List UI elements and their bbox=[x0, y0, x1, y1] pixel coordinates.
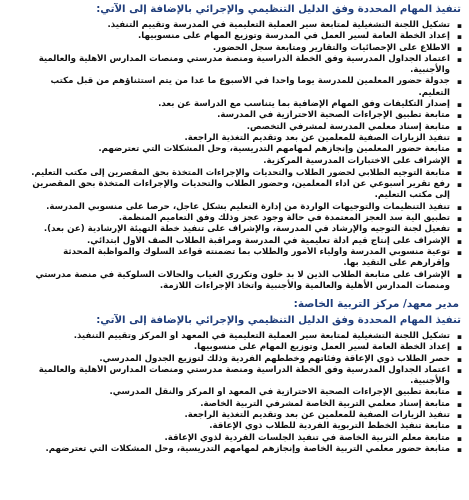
list-item-text: متابعة معلم التربية الخاصة في تنفيذ الجلسات الفردية لذوي الإعاقة. bbox=[164, 432, 450, 443]
list-item bbox=[23, 179, 463, 202]
list-item bbox=[23, 236, 463, 247]
bullet-icon: ▪ bbox=[456, 77, 462, 87]
list-item-text: الإشراف على متابعة الطلاب الذين لا بد خلون وتكرري الغياب والحالات السلوكية في منصة مدرستي ومنصات المدارس الأهلية والعالمية والأجنبية واتخاذ الإجراءات اللازمة. bbox=[35, 269, 450, 291]
list-item-text: إعداد الخطة العامة لسير العمل في المدرسة وتوزيع المهام على منسوبيها. bbox=[138, 31, 450, 42]
list-item-text: رفع تقرير أسبوعي عن أداء المعلمين، وحضور الطلاب والتحديات والإجراءات المتخذة بحق المقصرين إلى مكتب التعليم. bbox=[32, 179, 450, 201]
bullet-icon: ▪ bbox=[456, 202, 462, 212]
list-item-text: جدولة حضور المعلمين للمدرسة يوماً واحداً في الأسبوع ما عدا من يتم استثناؤهم من قبل مكتب التعليم. bbox=[50, 76, 450, 98]
list-item-text: الإشراف على إنتاج قيم أدلة تعليمية في المدرسة ومراقبة الطلاب الصف الأول ابتدائي. bbox=[86, 235, 450, 246]
bullet-icon: ▪ bbox=[456, 332, 462, 341]
list-item bbox=[23, 31, 463, 42]
bullet-icon: ▪ bbox=[456, 122, 462, 132]
list-item bbox=[23, 247, 463, 270]
list-item-text: متابعة تنفيذ الخطط التربوية الفردية للطلاب ذوي الإعاقة. bbox=[209, 421, 450, 432]
list-item-text: تشكيل اللجنة التشغيلية لمتابعة سير العملية التعليمية في المدرسة وتقييم التنفيذ. bbox=[107, 20, 450, 30]
bullet-icon: ▪ bbox=[456, 236, 462, 246]
list-item-text: اعتماد الجداول المدرسية وفق الخطة الدراسية ومنصة مدرستي ومنصات المدارس الأهلية والعالمية والأجنبية. bbox=[38, 364, 450, 387]
list-item-text: متابعة تطبيق الإجراءات الصحية الاحترازية في المدرسة. bbox=[217, 110, 450, 121]
list-item-text: الإشراف على الاختبارات المدرسية المركزية. bbox=[263, 155, 450, 166]
bullet-icon: ▪ bbox=[456, 354, 462, 364]
list-item-text: متابعة التوجيه الطلابي لحضور الطلاب والتحديات والإجراءات المتخذة بحق المقصرين إلى مكتب التعليم. bbox=[31, 166, 450, 177]
list-item-text: متابعة حضور المعلمين وإنجازهم لمهامهم التدريسية، وحل المشكلات التي تعترضهم. bbox=[98, 144, 450, 155]
bullet-icon: ▪ bbox=[456, 111, 462, 121]
list-item-text: متابعة تطبيق الإجراءات الصحية الاحترازية في المعهد أو المركز والنقل المدرسي. bbox=[109, 387, 450, 398]
list-item bbox=[23, 122, 463, 133]
list-item-text: حصر الطلاب ذوي الإعاقة وفئاتهم وخططهم الفردية وذلك لتوزيع الجدول المدرسي. bbox=[99, 353, 450, 364]
list-item-text: متابعة إسناد معلمي التربية الخاصة لمشرفي التربية الخاصة. bbox=[200, 398, 450, 409]
section-2-heading: تنفيذ المهام المحددة وفق الدليل التنظيمي والإجرائي بالإضافة إلى الآتي: bbox=[96, 315, 461, 326]
list-item-text: توعية منسوبي المدرسة وأولياء الأمور والطلاب بما تضمنته قواعد السلوك والمواظبة المحدثة وإقرارهم على التقيد بها. bbox=[63, 246, 450, 269]
list-item bbox=[23, 387, 463, 398]
list-item bbox=[23, 76, 463, 99]
list-item-text: متابعة حضور معلمي التربية الخاصة وإنجازهم لمهامهم التدريسية، وحل المشكلات التي تعترضهم. bbox=[45, 443, 450, 454]
bullet-icon: ▪ bbox=[456, 411, 462, 421]
list-item-text: الاطلاع على الإحصائيات والتقارير ومتابعة سجل الحضور. bbox=[212, 42, 450, 53]
list-item bbox=[23, 43, 463, 54]
list-item bbox=[23, 99, 463, 110]
bullet-icon: ▪ bbox=[456, 167, 462, 177]
list-item bbox=[23, 224, 463, 235]
list-item bbox=[23, 54, 463, 77]
list-item bbox=[23, 331, 463, 342]
list-item bbox=[23, 354, 463, 365]
list-item bbox=[23, 410, 463, 421]
list-item-text: تشكيل اللجنة التشغيلية لمتابعة سير العملية التعليمية في المعهد أو المركز وتقييم التنفيذ. bbox=[73, 331, 450, 341]
list-item-text: تنفيذ الزيارات الصفية للمعلمين عن بعد وتقديم التغذية الراجعة. bbox=[184, 410, 450, 421]
bullet-icon: ▪ bbox=[456, 365, 462, 375]
bullet-icon: ▪ bbox=[456, 270, 462, 280]
section-2-list bbox=[23, 331, 463, 455]
bullet-icon: ▪ bbox=[456, 433, 462, 443]
list-item bbox=[23, 270, 463, 293]
list-item bbox=[23, 156, 463, 167]
bullet-icon: ▪ bbox=[456, 43, 462, 53]
bullet-icon: ▪ bbox=[456, 214, 462, 224]
list-item bbox=[23, 133, 463, 144]
bullet-icon: ▪ bbox=[456, 21, 462, 30]
section-1-list bbox=[23, 20, 463, 292]
bullet-icon: ▪ bbox=[456, 54, 462, 64]
list-item-text: تنفيذ التنظيمات والتوجيهات الواردة من إدارة التعليم بشكل عاجل، حرصاً على منسوبي المدرسة. bbox=[46, 201, 450, 212]
bullet-icon: ▪ bbox=[456, 225, 462, 235]
list-item bbox=[23, 342, 463, 353]
bullet-icon: ▪ bbox=[456, 247, 462, 257]
list-item bbox=[23, 444, 463, 455]
bullet-icon: ▪ bbox=[456, 156, 462, 166]
list-item-text: إعداد الخطة العامة لسير العمل وتوزيع المهام على منسوبيها. bbox=[193, 342, 450, 353]
list-item bbox=[23, 399, 463, 410]
section-2-subheading: مدير معهد/ مركز التربية الخاصة: bbox=[293, 298, 459, 310]
section-1-heading: تنفيذ المهام المحددة وفق الدليل التنظيمي والإجرائي بالإضافة إلى الآتي: bbox=[96, 4, 461, 15]
list-item bbox=[23, 365, 463, 388]
bullet-icon: ▪ bbox=[456, 133, 462, 143]
list-item-text: تنفيذ الزيارات الصفية للمعلمين عن بعد وتقديم التغذية الراجعة. bbox=[184, 132, 450, 143]
bullet-icon: ▪ bbox=[456, 145, 462, 155]
list-item bbox=[23, 144, 463, 155]
bullet-icon: ▪ bbox=[456, 343, 462, 353]
list-item-text: تطبيق آلية سد العجز المعتمدة في حالة وجود عجز وذلك وفق التعاميم المنظمة. bbox=[118, 213, 450, 224]
bullet-icon: ▪ bbox=[456, 100, 462, 110]
list-item bbox=[23, 167, 463, 179]
bullet-icon: ▪ bbox=[456, 444, 462, 454]
list-item bbox=[23, 421, 463, 432]
list-item bbox=[23, 433, 463, 444]
list-item-text: اعتماد الجداول المدرسية وفق الخطة الدراسية ومنصة مدرستي ومنصات المدارس الأهلية والعالمية والأجنبية. bbox=[38, 53, 450, 76]
list-item-text: إصدار التكليفات وفق المهام الإضافية بما يتناسب مع الدراسة عن بعد. bbox=[158, 99, 450, 110]
list-item-text: متابعة إسناد معلمي المدرسة لمشرفي التخصص. bbox=[246, 121, 450, 132]
bullet-icon: ▪ bbox=[456, 399, 462, 409]
bullet-icon: ▪ bbox=[456, 388, 462, 398]
bullet-icon: ▪ bbox=[456, 422, 462, 432]
bullet-icon: ▪ bbox=[456, 180, 462, 190]
list-item-text: تفعيل لجنة التوجيه والإرشاد في المدرسة، والإشراف على تنفيذ خطة التهيئة الإرشادية (عن بعد). bbox=[43, 224, 450, 235]
bullet-icon: ▪ bbox=[456, 32, 462, 42]
list-item bbox=[23, 110, 463, 121]
list-item bbox=[23, 202, 463, 213]
list-item bbox=[23, 20, 463, 31]
list-item bbox=[23, 213, 463, 224]
